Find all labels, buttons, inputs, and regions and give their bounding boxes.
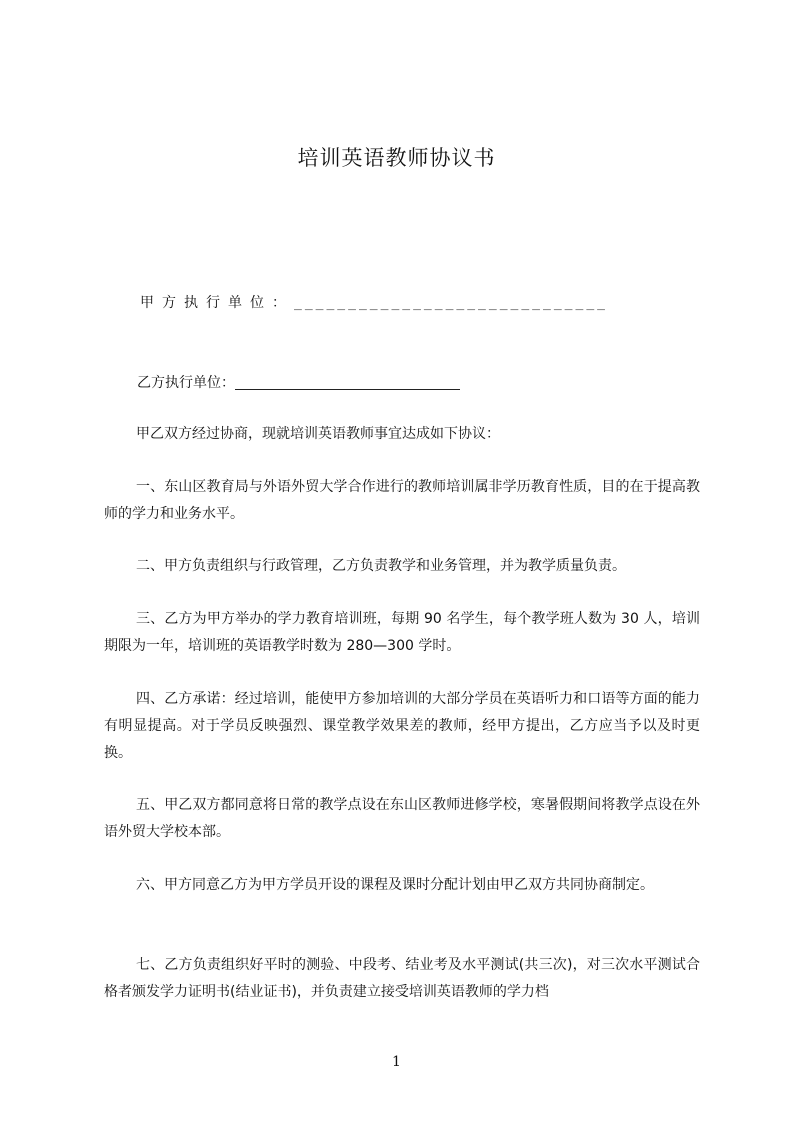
clause-3: 三、乙方为甲方举办的学力教育培训班，每期 90 名学生，每个教学班人数为 30 人，培训期限为一年，培训班的英语教学时数为 280—300 学时。 — [104, 611, 700, 654]
document-title: 培训英语教师协议书 — [297, 146, 496, 170]
party-a-field — [140, 292, 608, 312]
party-b-blank-line — [235, 375, 460, 390]
clause-6: 六、甲方同意乙方为甲方学员开设的课程及课时分配计划由甲乙双方共同协商制定。 — [136, 877, 654, 893]
clause-4: 四、乙方承诺：经过培训，能使甲方参加培训的大部分学员在英语听力和口语等方面的能力有明显提高。对于学员反映强烈、课堂教学效果差的教师，经甲方提出，乙方应当予以及时更换。 — [104, 691, 700, 761]
clause-7: 七、乙方负责组织好平时的测验、中段考、结业考及水平测试(共三次)，对三次水平测试合格者颁发学力证明书(结业证书)，并负责建立接受培训英语教师的学力档 — [104, 957, 700, 1000]
page-number: 1 — [392, 1054, 401, 1070]
party-a-blank: _____________________________ — [294, 296, 608, 311]
clause-2: 二、甲方负责组织与行政管理，乙方负责教学和业务管理，并为教学质量负责。 — [136, 558, 626, 574]
party-a-label: 甲方执行单位： — [140, 295, 294, 311]
clause-5: 五、甲乙双方都同意将日常的教学点设在东山区教师进修学校，寒暑假期间将教学点设在外语外贸大学校本部。 — [104, 797, 700, 840]
intro-paragraph: 甲乙双方经过协商，现就培训英语教师事宜达成如下协议： — [136, 426, 500, 442]
clause-1: 一、东山区教育局与外语外贸大学合作进行的教师培训属非学历教育性质，目的在于提高教师的学力和业务水平。 — [104, 479, 700, 522]
party-b-field — [137, 372, 460, 392]
party-b-label: 乙方执行单位： — [137, 375, 235, 391]
